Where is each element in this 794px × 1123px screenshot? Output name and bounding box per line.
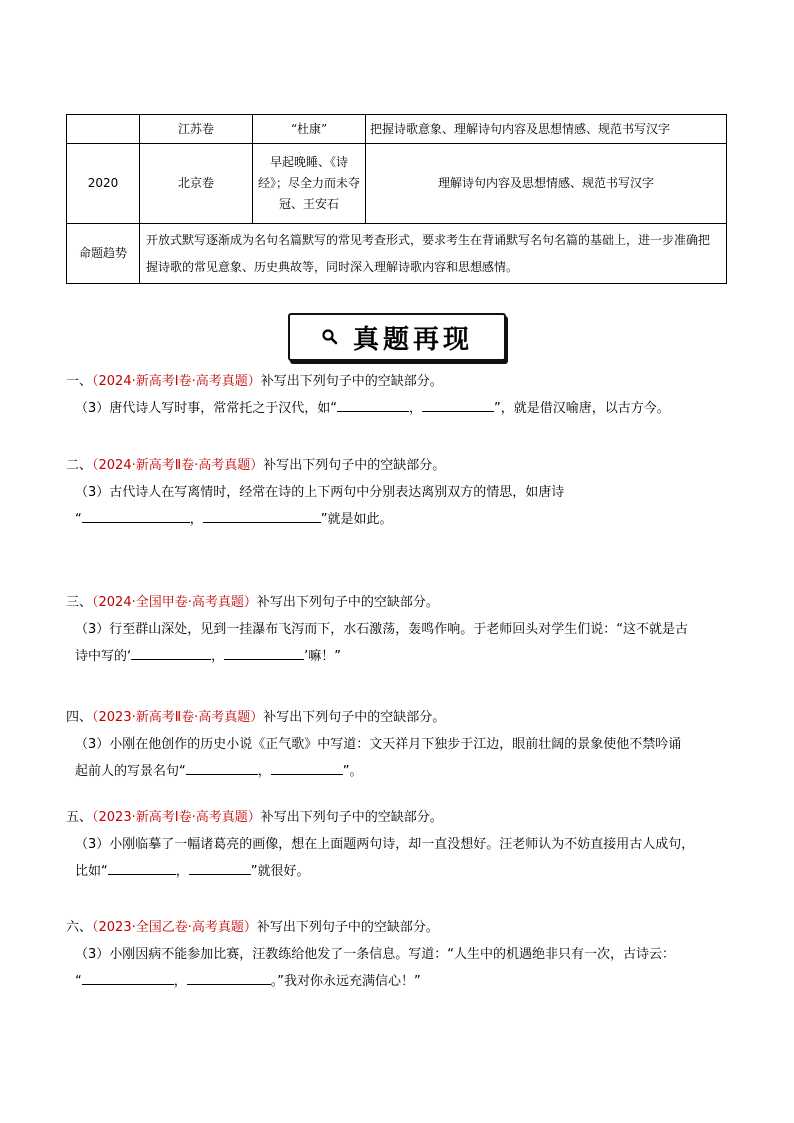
- answer-blank[interactable]: [131, 645, 211, 660]
- question-5: [66, 804, 730, 885]
- question-text: ”。: [342, 764, 363, 779]
- question-text: 古代诗人在写离情时，经常在诗的上下两句中分别表达离别双方的情思，如唐诗: [109, 485, 565, 500]
- question-instruction: 补写出下列句子中的空缺部分。: [260, 374, 443, 389]
- question-number: 六、: [66, 920, 93, 935]
- answer-blank[interactable]: [82, 508, 190, 523]
- blank-separator: ，: [175, 864, 189, 879]
- answer-blank[interactable]: [186, 760, 258, 775]
- sub-number: （3）: [75, 837, 110, 852]
- question-instruction: 补写出下列句子中的空缺部分。: [256, 920, 439, 935]
- sub-number: （3）: [75, 401, 110, 416]
- question-number: 三、: [66, 595, 93, 610]
- paper-cell: 北京卷: [140, 144, 253, 224]
- question-text: ”，就是借汉喻唐，以古方今。: [494, 401, 670, 416]
- question-text: ’嘛！”: [304, 649, 342, 664]
- exam-analysis-table: [66, 114, 727, 284]
- question-text: “: [75, 974, 82, 989]
- requirement-cell: 把握诗歌意象、理解诗句内容及思想情感、规范书写汉字: [366, 115, 727, 144]
- answer-blank[interactable]: [224, 645, 304, 660]
- question-number: 四、: [66, 710, 93, 725]
- paper-cell: 江苏卷: [140, 115, 253, 144]
- question-source: （2023·全国乙卷·高考真题）: [92, 920, 257, 935]
- content-cell: “杜康”: [253, 115, 366, 144]
- answer-blank[interactable]: [271, 760, 343, 775]
- question-2: [66, 452, 730, 533]
- question-instruction: 补写出下列句子中的空缺部分。: [263, 458, 446, 473]
- question-text: 小刚临摹了一幅诸葛亮的画像，想在上面题两句诗，却一直没想好。汪老师认为不妨直接用古人成句，: [109, 837, 695, 852]
- question-text: 比如“: [75, 864, 108, 879]
- question-text: 小刚因病不能参加比赛，汪教练给他发了一条信息。写道：“人生中的机遇绝非只有一次，古诗云：: [109, 947, 676, 962]
- content-cell: 早起晚睡、《诗经》；尽全力而未夺冠、王安石: [253, 144, 366, 224]
- sub-number: （3）: [75, 737, 110, 752]
- question-source: （2023·新高考Ⅱ卷·高考真题）: [92, 710, 264, 725]
- table-row: [67, 144, 727, 224]
- question-text: 诗中写的‘: [75, 649, 132, 664]
- question-source: （2024·全国甲卷·高考真题）: [92, 595, 257, 610]
- question-instruction: 补写出下列句子中的空缺部分。: [263, 710, 446, 725]
- answer-blank[interactable]: [189, 860, 251, 875]
- answer-blank[interactable]: [187, 970, 271, 985]
- question-source: （2023·新高考Ⅰ卷·高考真题）: [92, 810, 261, 825]
- question-instruction: 补写出下列句子中的空缺部分。: [256, 595, 439, 610]
- question-1: [66, 368, 730, 422]
- question-number: 二、: [66, 458, 93, 473]
- table-row: [67, 224, 727, 284]
- section-title: 真题再现: [352, 324, 473, 355]
- question-text: ”就很好。: [250, 864, 310, 879]
- answer-blank[interactable]: [82, 970, 174, 985]
- question-text: 行至群山深处，见到一挂瀑布飞泻而下，水石激荡，轰鸣作响。于老师回头对学生们说：“这不就是古: [109, 622, 689, 637]
- section-banner: [288, 313, 506, 361]
- question-4: [66, 704, 730, 785]
- question-instruction: 补写出下列句子中的空缺部分。: [260, 810, 443, 825]
- question-text: 。”我对你永远充满信心！”: [270, 974, 421, 989]
- question-source: （2024·新高考Ⅱ卷·高考真题）: [92, 458, 264, 473]
- answer-blank[interactable]: [422, 397, 494, 412]
- sub-number: （3）: [75, 622, 110, 637]
- trend-text: 开放式默写逐渐成为名句名篇默写的常见考查形式，要求考生在背诵默写名句名篇的基础上，进一步准确把握诗歌的常见意象、历史典故等，同时深入理解诗歌内容和思想感情。: [140, 224, 727, 284]
- question-text: 起前人的写景名句“: [75, 764, 186, 779]
- requirement-cell: 理解诗句内容及思想情感、规范书写汉字: [366, 144, 727, 224]
- blank-separator: ，: [409, 401, 423, 416]
- blank-separator: ，: [257, 764, 271, 779]
- table-row: [67, 115, 727, 144]
- question-source: （2024·新高考Ⅰ卷·高考真题）: [92, 374, 261, 389]
- answer-blank[interactable]: [337, 397, 409, 412]
- trend-label: 命题趋势: [67, 224, 140, 284]
- answer-blank[interactable]: [108, 860, 176, 875]
- year-cell: [67, 115, 140, 144]
- question-3: [66, 589, 730, 670]
- question-text: ”就是如此。: [320, 512, 393, 527]
- year-cell: 2020: [67, 144, 140, 224]
- question-text: “: [75, 512, 82, 527]
- blank-separator: ，: [189, 512, 203, 527]
- question-text: 唐代诗人写时事，常常托之于汉代，如“: [109, 401, 338, 416]
- question-number: 五、: [66, 810, 93, 825]
- sub-number: （3）: [75, 947, 110, 962]
- answer-blank[interactable]: [203, 508, 321, 523]
- question-text: 小刚在他创作的历史小说《正气歌》中写道：文天祥月下独步于江边，眼前壮阔的景象使他不禁吟诵: [109, 737, 682, 752]
- blank-separator: ，: [173, 974, 187, 989]
- question-6: [66, 914, 730, 995]
- question-number: 一、: [66, 374, 93, 389]
- blank-separator: ，: [211, 649, 225, 664]
- sub-number: （3）: [75, 485, 110, 500]
- magnifier-icon: [321, 328, 339, 346]
